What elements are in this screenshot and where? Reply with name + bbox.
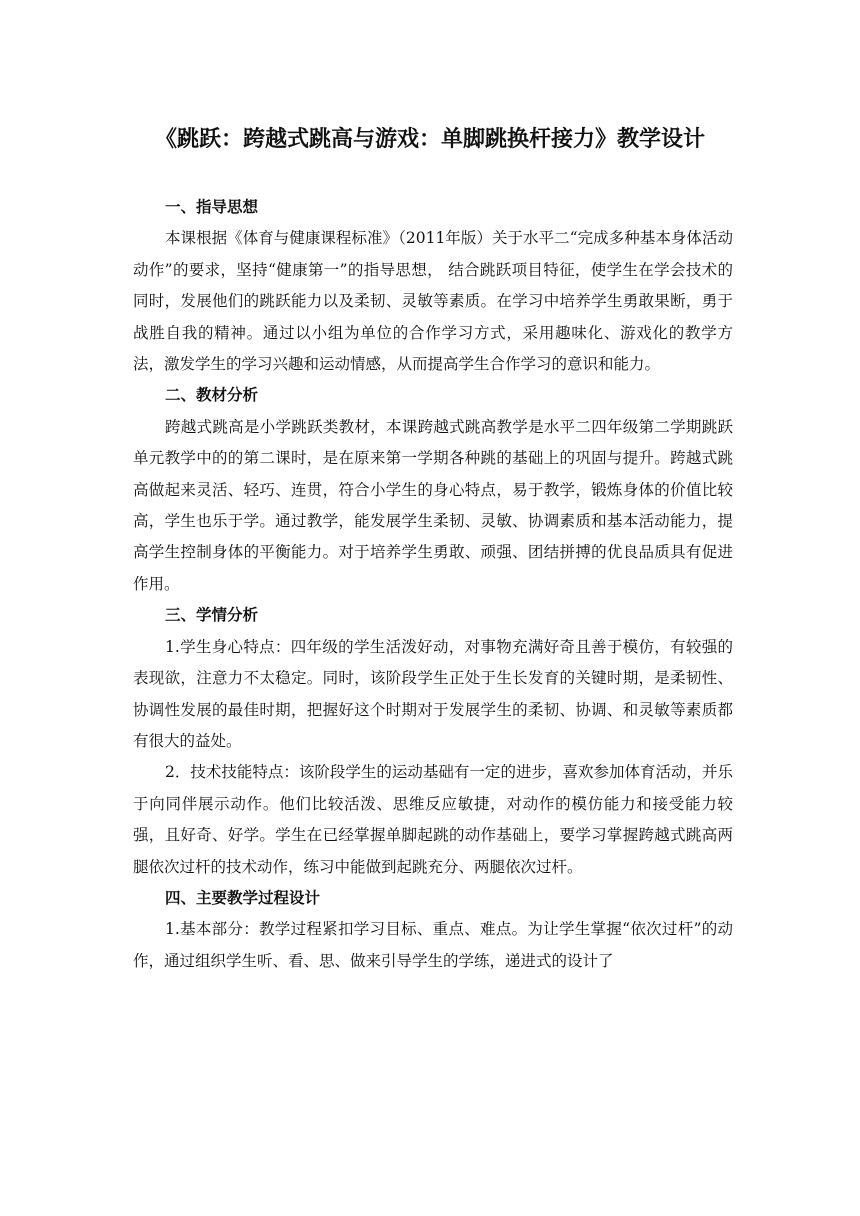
section-paragraph: 1.学生身心特点：四年级的学生活泼好动，对事物充满好奇且善于模仿，有较强的表现欲，注意力不太稳定。同时，该阶段学生正处于生长发育的关键时期，是柔韧性、协调性发展的最佳时期，把握好这个时期对于发展学生的柔韧、协调、和灵敏等素质都有很大的益处。 (133, 637, 733, 750)
section-heading: 二、教材分析 (165, 386, 259, 405)
section-heading: 一、指导思想 (165, 198, 259, 216)
document-title: 《跳跃：跨越式跳高与游戏：单脚跳换杆接力》教学设计 (154, 127, 705, 152)
section-heading: 三、学情分析 (165, 606, 259, 625)
section-guiding-ideology (133, 192, 733, 380)
document-body (133, 192, 733, 977)
section-paragraph: 2．技术技能特点：该阶段学生的运动基础有一定的进步，喜欢参加体育活动，并乐于向同伴展示动作。他们比较活泼、思维反应敏捷，对动作的模仿能力和接受能力较强，且好奇、好学。学生在已经掌握单脚起跳的动作基础上，要学习掌握跨越式跳高两腿依次过杆的技术动作，练习中能做到起跳充分、两腿依次过杆。 (133, 763, 733, 876)
section-paragraph: 本课根据《体育与健康课程标准》（2011年版）关于水平二“完成多种基本身体活动动作”的要求，坚持“健康第一”的指导思想， 结合跳跃项目特征，使学生在学会技术的同时，发展他们的跳跃能力以及柔韧、灵敏等素质。在学习中培养学生勇敢果断，勇于战胜自我的精神。通过以小组为单位的合作学习方式，采用趣味化、游戏化的教学方法，激发学生的学习兴趣和运动情感，从而提高学生合作学习的意识和能力。 (133, 229, 733, 374)
section-teaching-process (133, 883, 733, 977)
section-material-analysis (133, 380, 733, 600)
section-paragraph: 跨越式跳高是小学跳跃类教材，本课跨越式跳高教学是水平二四年级第二学期跳跃单元教学中的的第二课时，是在原来第一学期各种跳的基础上的巩固与提升。跨越式跳高做起来灵活、轻巧、连贯，符合小学生的身心特点，易于教学，锻炼身体的价值比较高，学生也乐于学。通过教学，能发展学生柔韧、灵敏、协调素质和基本活动能力，提高学生控制身体的平衡能力。对于培养学生勇敢、顽强、团结拼搏的优良品质具有促进作用。 (133, 417, 733, 593)
section-heading: 四、主要教学过程设计 (165, 888, 321, 907)
section-student-analysis (133, 600, 733, 883)
section-paragraph: 1.基本部分：教学过程紧扣学习目标、重点、难点。为让学生掌握“依次过杆”的动作，通过组织学生听、看、思、做来引导学生的学练，递进式的设计了 (133, 920, 733, 970)
